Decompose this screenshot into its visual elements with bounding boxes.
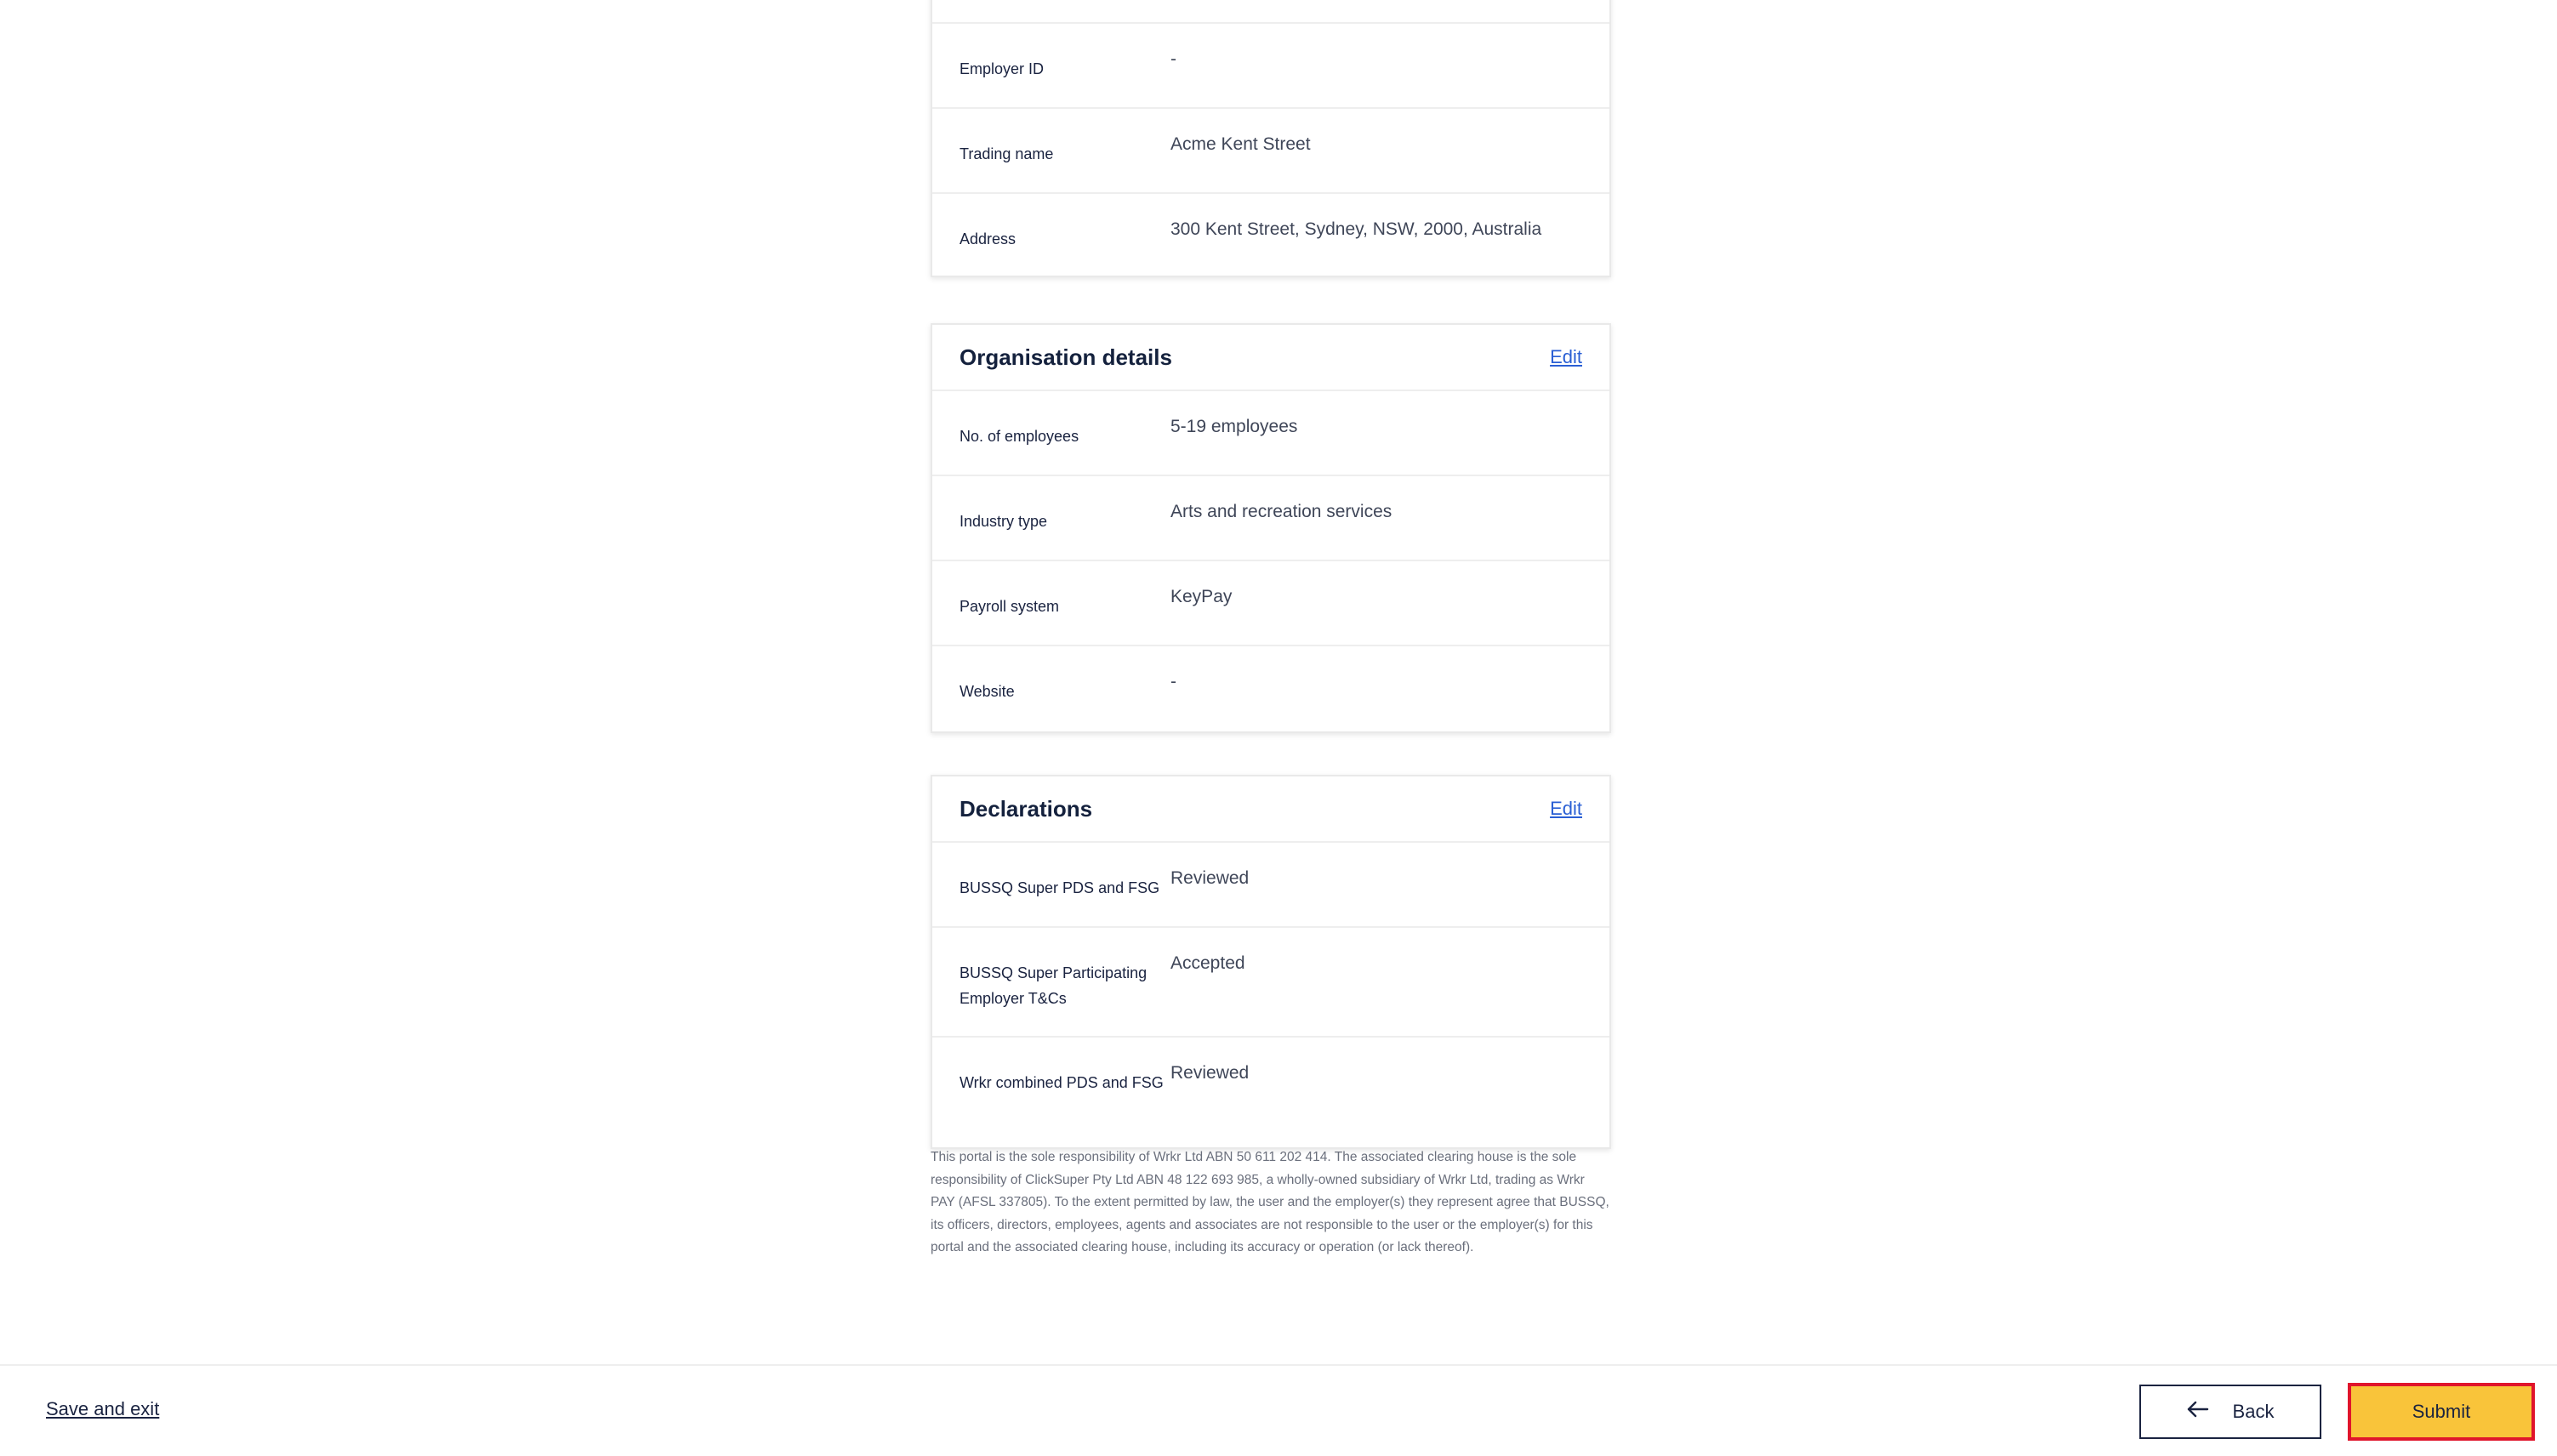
detail-row-bussq-pds [932,843,1609,928]
section-title: Declarations [960,795,1093,822]
detail-value: 300 Kent Street, Sydney, NSW, 2000, Australia [1170,219,1542,239]
detail-value: - [1170,49,1176,69]
detail-row-payroll [932,561,1609,646]
detail-label: Employer ID [960,60,1045,77]
detail-label: BUSSQ Super PDS and FSG [960,879,1160,896]
detail-value: - [1170,672,1176,691]
detail-label: Website [960,683,1015,700]
card-top-divider [932,0,1609,24]
detail-value: Reviewed [1170,1063,1250,1083]
detail-row-address [932,194,1609,279]
footer-bar [0,1364,2557,1456]
detail-row-wrkr-pds [932,1038,1609,1147]
back-button[interactable] [2139,1385,2321,1439]
detail-label: Trading name [960,145,1054,162]
detail-value: Accepted [1170,953,1245,973]
organisation-details-card [931,323,1611,733]
legal-disclaimer: This portal is the sole responsibility of Wrkr Ltd ABN 50 611 202 414. The associated clearing house is the sole responsibility of ClickSuper Pty Ltd ABN 48 122 693 985, a wholly-owned subsidiary of Wrkr Ltd, trading as Wrkr PAY (AFSL 337805). To the extent permitted by law, the user and the employer(s) they represent agree that BUSSQ, its officers, directors, employees, agents and associates are not responsible to the user or the employer(s) for this portal and the associated clearing house, including its accuracy or operation (or lack thereof). [931,1150,1609,1254]
detail-label: Address [960,230,1017,247]
declarations-card [931,775,1611,1149]
detail-value: 5-19 employees [1170,417,1298,436]
detail-row-trading-name [932,109,1609,194]
detail-value: Acme Kent Street [1170,134,1311,154]
detail-label: BUSSQ Super Participating Employer T&Cs [960,964,1148,1007]
card-header [932,325,1609,391]
detail-row-bussq-tcs [932,928,1609,1038]
employer-details-card [931,0,1611,277]
back-button-label: Back [2232,1401,2275,1422]
submit-button[interactable] [2348,1383,2535,1441]
save-and-exit-link[interactable]: Save and exit [46,1398,160,1419]
detail-row-website [932,646,1609,731]
detail-row-employees [932,391,1609,476]
arrow-left-icon [2187,1401,2209,1423]
detail-label: Industry type [960,513,1048,530]
detail-value: KeyPay [1170,587,1233,606]
detail-label: No. of employees [960,428,1079,445]
submit-button-label: Submit [2412,1401,2471,1422]
card-header [932,776,1609,843]
detail-label: Wrkr combined PDS and FSG [960,1074,1164,1091]
edit-declarations-link[interactable]: Edit [1550,798,1582,819]
section-title: Organisation details [960,344,1172,370]
detail-label: Payroll system [960,598,1060,615]
detail-row-employer-id [932,24,1609,109]
detail-value: Arts and recreation services [1170,502,1392,521]
detail-value: Reviewed [1170,868,1250,888]
edit-organisation-link[interactable]: Edit [1550,346,1582,367]
detail-row-industry [932,476,1609,561]
